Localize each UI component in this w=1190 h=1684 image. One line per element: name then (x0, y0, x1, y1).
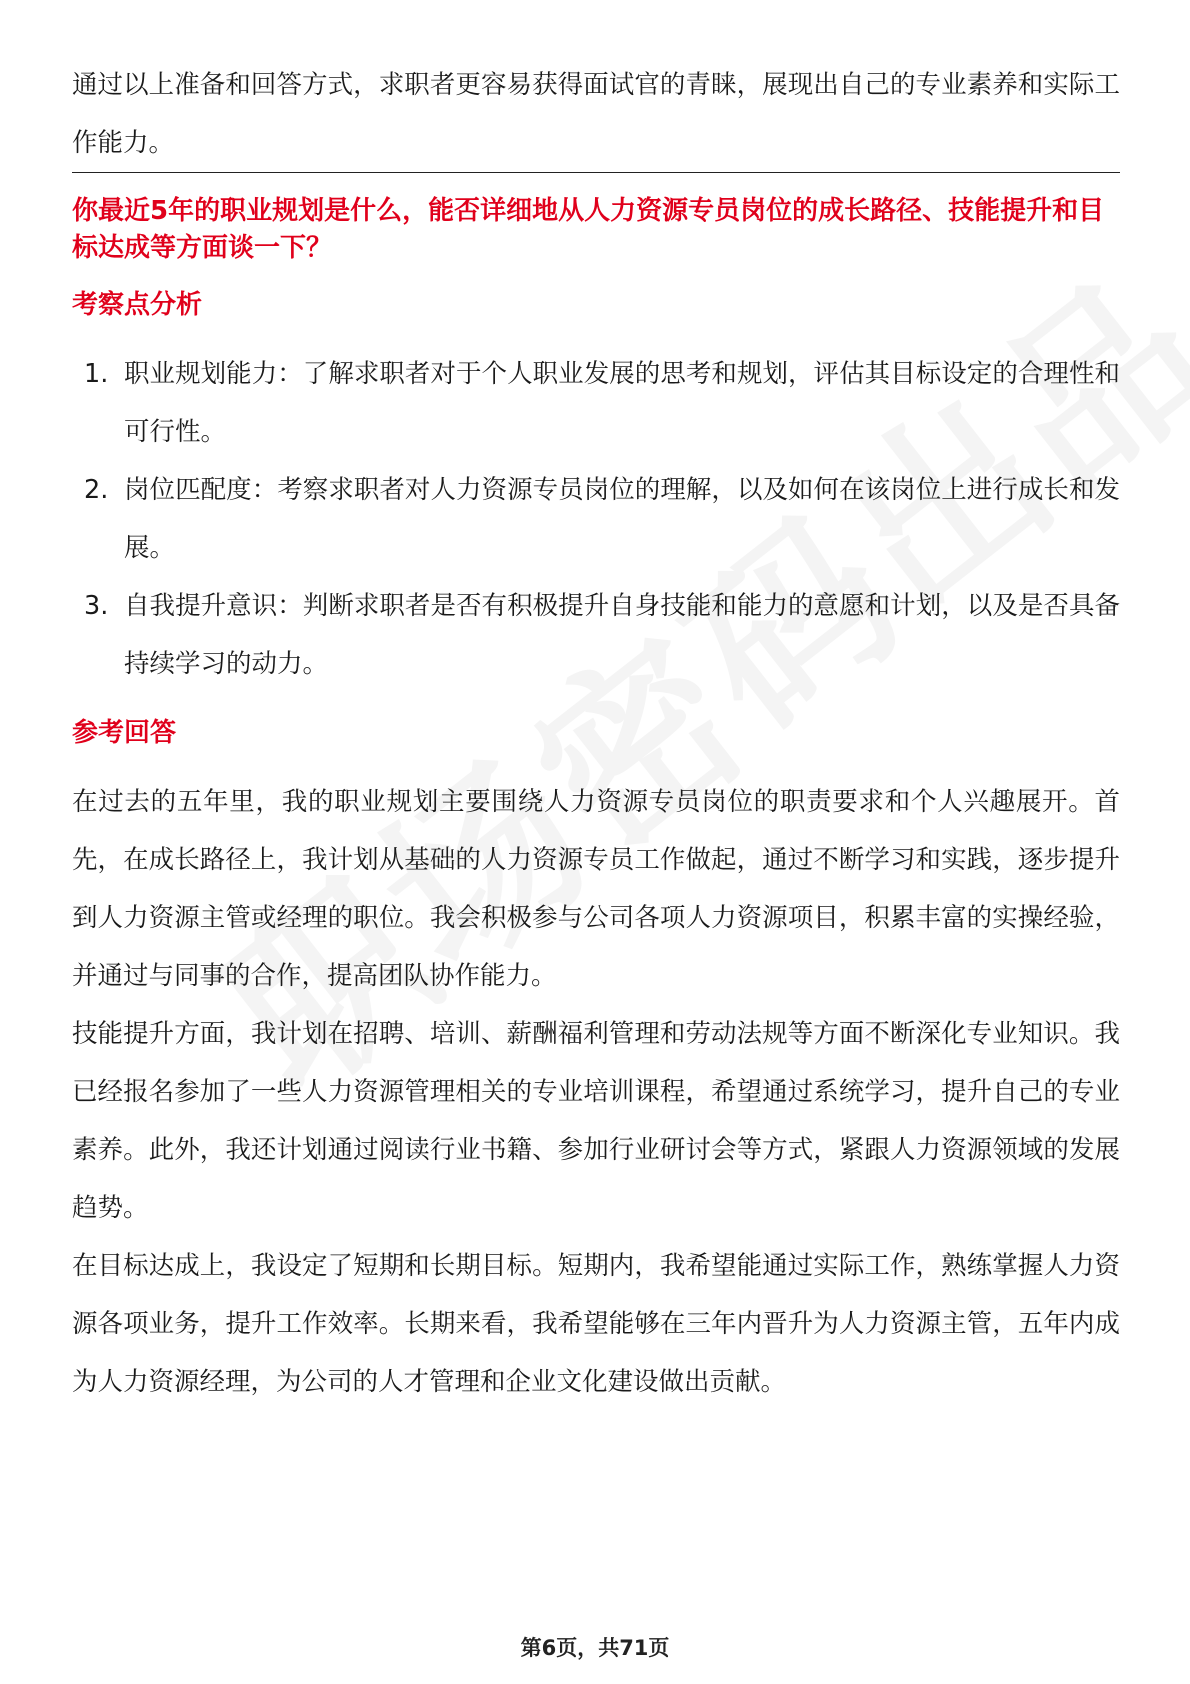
analysis-item-text: 自我提升意识：判断求职者是否有积极提升自身技能和能力的意愿和计划，以及是否具备持续学习的动力。 (124, 591, 1120, 679)
analysis-item (72, 461, 1120, 577)
analysis-item-number: 3. (84, 591, 109, 621)
analysis-item-text: 职业规划能力：了解求职者对于个人职业发展的思考和规划，评估其目标设定的合理性和可行性。 (124, 359, 1120, 447)
page-number-footer: 第6页，共71页 (520, 1636, 670, 1660)
analysis-item-number: 1. (84, 359, 109, 389)
analysis-list (72, 345, 1120, 693)
answer-paragraph: 在目标达成上，我设定了短期和长期目标。短期内，我希望能通过实际工作，熟练掌握人力资源各项业务，提升工作效率。长期来看，我希望能够在三年内晋升为人力资源主管，五年内成为人力资源经理，为公司的人才管理和企业文化建设做出贡献。 (72, 1251, 1120, 1397)
analysis-item-text: 岗位匹配度：考察求职者对人力资源专员岗位的理解，以及如何在该岗位上进行成长和发展。 (124, 475, 1120, 563)
intro-paragraph: 通过以上准备和回答方式，求职者更容易获得面试官的青睐，展现出自己的专业素养和实际工作能力。 (72, 70, 1120, 158)
question-heading: 你最近5年的职业规划是什么，能否详细地从人力资源专员岗位的成长路径、技能提升和目标达成等方面谈一下？ (72, 196, 1105, 263)
analysis-item-number: 2. (84, 475, 109, 505)
analysis-item (72, 345, 1120, 461)
answer-paragraph: 在过去的五年里，我的职业规划主要围绕人力资源专员岗位的职责要求和个人兴趣展开。首先，在成长路径上，我计划从基础的人力资源专员工作做起，通过不断学习和实践，逐步提升到人力资源主管或经理的职位。我会积极参与公司各项人力资源项目，积累丰富的实操经验，并通过与同事的合作，提高团队协作能力。 (72, 787, 1120, 991)
answer-title: 参考回答 (72, 718, 177, 748)
analysis-title: 考察点分析 (72, 290, 203, 320)
analysis-item (72, 577, 1120, 693)
answer-paragraph: 技能提升方面，我计划在招聘、培训、薪酬福利管理和劳动法规等方面不断深化专业知识。我已经报名参加了一些人力资源管理相关的专业培训课程，希望通过系统学习，提升自己的专业素养。此外，我还计划通过阅读行业书籍、参加行业研讨会等方式，紧跟人力资源领域的发展趋势。 (72, 1019, 1120, 1223)
section-divider (72, 172, 1120, 173)
page-content (72, 56, 1120, 1411)
